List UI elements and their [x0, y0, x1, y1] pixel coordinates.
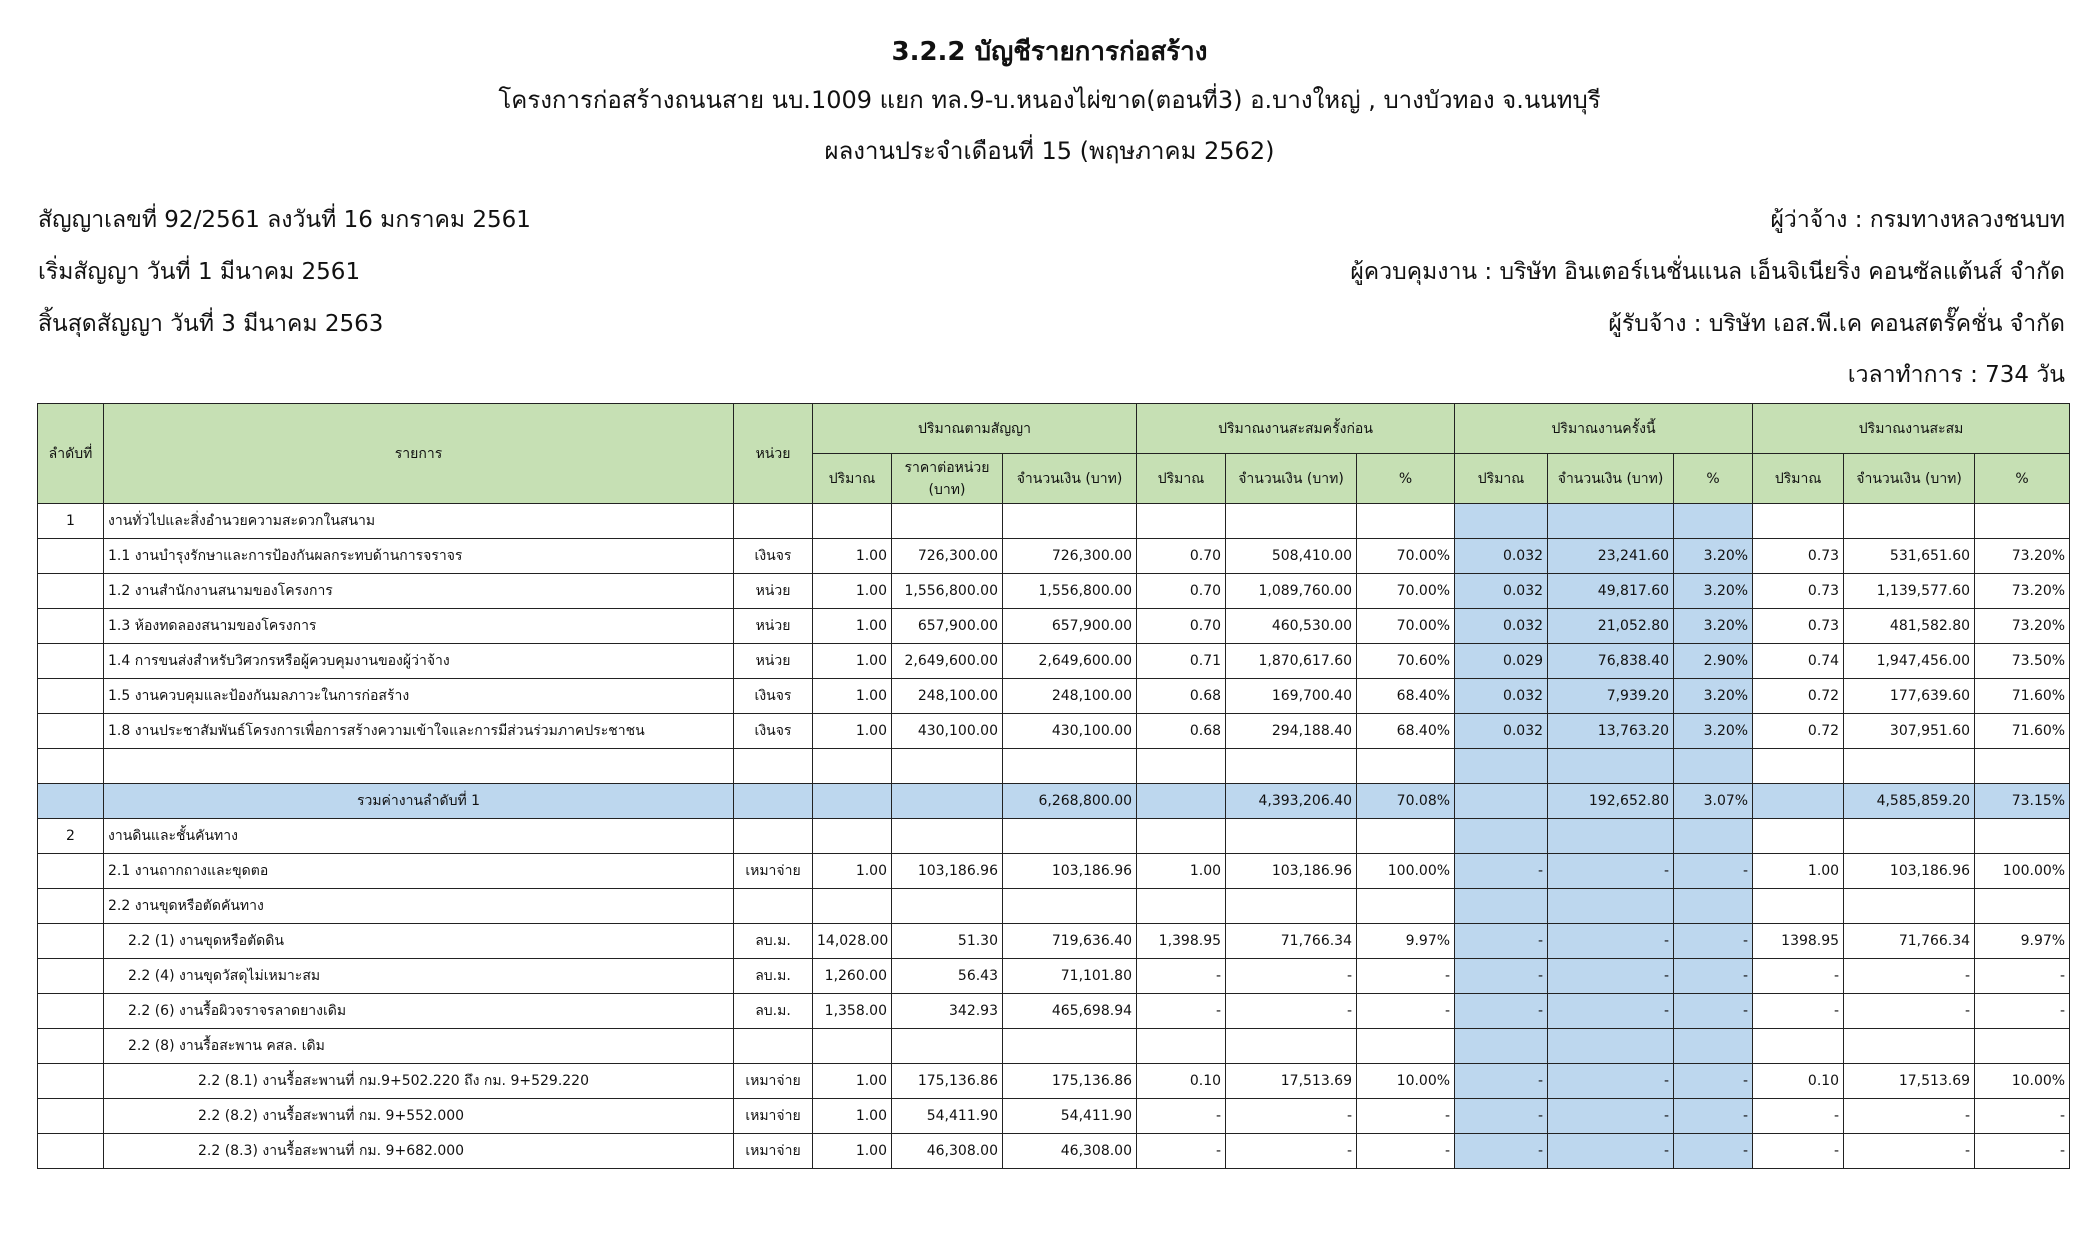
cell-cur-percent: - — [1674, 1099, 1753, 1134]
cell-cum-qty — [1753, 1029, 1844, 1064]
cell-cur-amount: - — [1548, 994, 1674, 1029]
blank-row — [38, 749, 2070, 784]
cell-cum-percent: 73.20% — [1975, 609, 2070, 644]
table-header — [38, 404, 2070, 504]
bill-of-quantities-table — [37, 403, 2070, 1169]
cell-cum-qty: 0.74 — [1753, 644, 1844, 679]
cell-unit: เงินจร — [734, 679, 813, 714]
item-description: 2.2 งานขุดหรือตัดคันทาง — [104, 889, 734, 924]
cell-cum-percent: 73.20% — [1975, 539, 2070, 574]
cell-cum-percent: 10.00% — [1975, 1064, 2070, 1099]
cell-prev-qty: 0.70 — [1137, 539, 1226, 574]
summary-label: รวมค่างานลำดับที่ 1 — [104, 784, 734, 819]
cell-unit: เหมาจ่าย — [734, 1099, 813, 1134]
contract-start: เริ่มสัญญา วันที่ 1 มีนาคม 2561 — [38, 259, 361, 285]
cell-prev-qty: - — [1137, 1099, 1226, 1134]
cell-unit-price: 56.43 — [892, 959, 1003, 994]
cell-cur-qty: 0.032 — [1455, 679, 1548, 714]
cell-cum-percent: - — [1975, 959, 2070, 994]
cell-cur-amount: 23,241.60 — [1548, 539, 1674, 574]
cell-unit-price: 1,556,800.00 — [892, 574, 1003, 609]
col-prev-qty: ปริมาณ — [1137, 454, 1226, 504]
cell-prev-amount — [1226, 1029, 1357, 1064]
cell-amount — [1003, 889, 1137, 924]
cell-cum-qty: 0.72 — [1753, 714, 1844, 749]
summary-prev-amount: 4,393,206.40 — [1226, 784, 1357, 819]
cell-cur-percent: - — [1674, 924, 1753, 959]
cell-cur-amount: 7,939.20 — [1548, 679, 1674, 714]
col-qty: ปริมาณ — [813, 454, 892, 504]
cell-prev-qty: 0.71 — [1137, 644, 1226, 679]
item-description: 2.2 (1) งานขุดหรือตัดดิน — [104, 924, 734, 959]
cell-qty: 1.00 — [813, 644, 892, 679]
cell-cur-qty: - — [1455, 1064, 1548, 1099]
cell-unit: ลบ.ม. — [734, 924, 813, 959]
cell-prev-qty: 1,398.95 — [1137, 924, 1226, 959]
cell-qty: 1,260.00 — [813, 959, 892, 994]
cell-cur-percent — [1674, 889, 1753, 924]
cell-cum-qty: 0.73 — [1753, 609, 1844, 644]
cell-qty: 1.00 — [813, 574, 892, 609]
cell-unit-price: 46,308.00 — [892, 1134, 1003, 1169]
cell-prev-percent: 9.97% — [1357, 924, 1455, 959]
cell-prev-amount: - — [1226, 1099, 1357, 1134]
cell-cum-amount — [1844, 889, 1975, 924]
cell-cum-amount: - — [1844, 959, 1975, 994]
cell-cur-percent: - — [1674, 1134, 1753, 1169]
cell-cur-percent: 3.20% — [1674, 714, 1753, 749]
cell-cum-amount: - — [1844, 994, 1975, 1029]
item-description: 1.2 งานสำนักงานสนามของโครงการ — [104, 574, 734, 609]
cell-qty: 1,358.00 — [813, 994, 892, 1029]
cell-cur-qty: 0.032 — [1455, 714, 1548, 749]
cell-prev-qty: 0.68 — [1137, 714, 1226, 749]
cell-cur-amount: - — [1548, 924, 1674, 959]
unit-price-label: ราคาต่อหน่วย — [904, 459, 990, 476]
contract-end: สิ้นสุดสัญญา วันที่ 3 มีนาคม 2563 — [38, 311, 384, 337]
cell-unit: เงินจร — [734, 714, 813, 749]
cell-cur-percent: - — [1674, 959, 1753, 994]
table-row — [38, 1134, 2070, 1169]
cell-cur-amount: - — [1548, 854, 1674, 889]
cell-cur-amount: - — [1548, 1064, 1674, 1099]
col-cur-percent: % — [1674, 454, 1753, 504]
cell-cum-amount: 177,639.60 — [1844, 679, 1975, 714]
cell-cum-qty: - — [1753, 1099, 1844, 1134]
cell-qty: 1.00 — [813, 1099, 892, 1134]
cell-cum-percent: - — [1975, 1099, 2070, 1134]
col-amount: จำนวนเงิน (บาท) — [1003, 454, 1137, 504]
cell-cur-amount — [1548, 889, 1674, 924]
cell-cum-percent — [1975, 889, 2070, 924]
table-body — [38, 504, 2070, 1169]
col-cum-amount: จำนวนเงิน (บาท) — [1844, 454, 1975, 504]
cell-cur-amount: - — [1548, 1134, 1674, 1169]
cell-cum-percent: - — [1975, 994, 2070, 1029]
cell-amount: 1,556,800.00 — [1003, 574, 1137, 609]
table-row — [38, 854, 2070, 889]
table-row — [38, 1064, 2070, 1099]
cell-unit-price: 248,100.00 — [892, 679, 1003, 714]
cell-cur-amount — [1548, 1029, 1674, 1064]
item-description: 2.2 (8.2) งานรื้อสะพานที่ กม. 9+552.000 — [104, 1099, 734, 1134]
report-period: ผลงานประจำเดือนที่ 15 (พฤษภาคม 2562) — [824, 137, 1275, 165]
cell-prev-percent: 70.00% — [1357, 539, 1455, 574]
cell-prev-amount: 169,700.40 — [1226, 679, 1357, 714]
cell-prev-qty — [1137, 889, 1226, 924]
cell-unit-price: 726,300.00 — [892, 539, 1003, 574]
cell-prev-percent: 100.00% — [1357, 854, 1455, 889]
cell-prev-amount: 294,188.40 — [1226, 714, 1357, 749]
cell-amount: 719,636.40 — [1003, 924, 1137, 959]
cell-prev-amount: 508,410.00 — [1226, 539, 1357, 574]
item-description: 1.1 งานบำรุงรักษาและการป้องกันผลกระทบด้านการจราจร — [104, 539, 734, 574]
table-row — [38, 1029, 2070, 1064]
cell-cum-percent: 73.20% — [1975, 574, 2070, 609]
cell-cum-qty: - — [1753, 994, 1844, 1029]
cell-amount: 726,300.00 — [1003, 539, 1137, 574]
work-duration: เวลาทำการ : 734 วัน — [1847, 362, 2065, 388]
table-row — [38, 889, 2070, 924]
cell-cum-qty: 0.10 — [1753, 1064, 1844, 1099]
cell-unit-price: 657,900.00 — [892, 609, 1003, 644]
cell-cur-qty: - — [1455, 959, 1548, 994]
project-name: โครงการก่อสร้างถนนสาย นบ.1009 แยก ทล.9-บ.หนองไผ่ขาด(ตอนที่3) อ.บางใหญ่ , บางบัวทอง จ.นนทบุรี — [498, 86, 1601, 114]
summary-row — [38, 784, 2070, 819]
cell-amount: 54,411.90 — [1003, 1099, 1137, 1134]
cell-cur-percent: 3.20% — [1674, 539, 1753, 574]
item-description: 1.3 ห้องทดลองสนามของโครงการ — [104, 609, 734, 644]
cell-cum-percent: 71.60% — [1975, 714, 2070, 749]
cell-cur-amount: 76,838.40 — [1548, 644, 1674, 679]
cell-amount: 46,308.00 — [1003, 1134, 1137, 1169]
contract-number: สัญญาเลขที่ 92/2561 ลงวันที่ 16 มกราคม 2561 — [38, 207, 531, 233]
cell-cur-amount: 21,052.80 — [1548, 609, 1674, 644]
cell-prev-amount — [1226, 889, 1357, 924]
cell-prev-qty: - — [1137, 959, 1226, 994]
cell-cum-qty: 0.73 — [1753, 539, 1844, 574]
col-unit-price — [892, 454, 1003, 504]
cell-unit: เงินจร — [734, 539, 813, 574]
cell-amount: 175,136.86 — [1003, 1064, 1137, 1099]
cell-prev-percent: 10.00% — [1357, 1064, 1455, 1099]
group-contract: ปริมาณตามสัญญา — [813, 404, 1137, 454]
cell-unit — [734, 1029, 813, 1064]
table-row — [38, 609, 2070, 644]
cell-prev-percent — [1357, 1029, 1455, 1064]
employer: ผู้ว่าจ้าง : กรมทางหลวงชนบท — [1770, 207, 2065, 233]
cell-cur-percent: 3.20% — [1674, 609, 1753, 644]
cell-unit — [734, 889, 813, 924]
group-current: ปริมาณงานครั้งนี้ — [1455, 404, 1753, 454]
cell-amount: 103,186.96 — [1003, 854, 1137, 889]
table-row — [38, 994, 2070, 1029]
section-title: งานทั่วไปและสิ่งอำนวยความสะดวกในสนาม — [104, 504, 734, 539]
cell-qty: 14,028.00 — [813, 924, 892, 959]
cell-prev-percent: - — [1357, 994, 1455, 1029]
col-prev-percent: % — [1357, 454, 1455, 504]
cell-cum-qty — [1753, 889, 1844, 924]
cell-unit: หน่วย — [734, 609, 813, 644]
cell-unit-price: 342.93 — [892, 994, 1003, 1029]
item-description: 1.8 งานประชาสัมพันธ์โครงการเพื่อการสร้างความเข้าใจและการมีส่วนร่วมภาคประชาชน — [104, 714, 734, 749]
cell-cur-percent: 2.90% — [1674, 644, 1753, 679]
cell-cur-qty: - — [1455, 1134, 1548, 1169]
cell-cur-qty: - — [1455, 924, 1548, 959]
cell-prev-amount: - — [1226, 959, 1357, 994]
cell-unit-price: 175,136.86 — [892, 1064, 1003, 1099]
col-item: รายการ — [104, 404, 734, 504]
summary-prev-percent: 70.08% — [1357, 784, 1455, 819]
cell-cur-percent: 3.20% — [1674, 679, 1753, 714]
cell-cur-qty: - — [1455, 854, 1548, 889]
cell-cum-percent: 9.97% — [1975, 924, 2070, 959]
cell-unit-price: 430,100.00 — [892, 714, 1003, 749]
cell-unit: หน่วย — [734, 574, 813, 609]
cell-unit-price: 2,649,600.00 — [892, 644, 1003, 679]
table-row — [38, 714, 2070, 749]
cell-cur-qty: 0.032 — [1455, 609, 1548, 644]
table-row — [38, 574, 2070, 609]
cell-cum-qty: 0.72 — [1753, 679, 1844, 714]
cell-cur-qty: - — [1455, 1099, 1548, 1134]
col-no: ลำดับที่ — [38, 404, 104, 504]
group-previous: ปริมาณงานสะสมครั้งก่อน — [1137, 404, 1455, 454]
table-row — [38, 1099, 2070, 1134]
table-row — [38, 644, 2070, 679]
summary-amount: 6,268,800.00 — [1003, 784, 1137, 819]
cell-amount: 430,100.00 — [1003, 714, 1137, 749]
cell-amount: 71,101.80 — [1003, 959, 1137, 994]
table-row — [38, 924, 2070, 959]
cell-cur-percent — [1674, 1029, 1753, 1064]
cell-prev-amount: - — [1226, 994, 1357, 1029]
section-no: 2 — [38, 819, 104, 854]
cell-prev-amount: 460,530.00 — [1226, 609, 1357, 644]
cell-cur-percent: 3.20% — [1674, 574, 1753, 609]
cell-cum-amount: 71,766.34 — [1844, 924, 1975, 959]
cell-qty: 1.00 — [813, 609, 892, 644]
cell-prev-amount: 1,089,760.00 — [1226, 574, 1357, 609]
summary-cum-percent: 73.15% — [1975, 784, 2070, 819]
col-cur-qty: ปริมาณ — [1455, 454, 1548, 504]
cell-cum-amount — [1844, 1029, 1975, 1064]
col-cum-percent: % — [1975, 454, 2070, 504]
cell-qty: 1.00 — [813, 714, 892, 749]
cell-cum-percent: 71.60% — [1975, 679, 2070, 714]
summary-cur-amount: 192,652.80 — [1548, 784, 1674, 819]
cell-unit: เหมาจ่าย — [734, 854, 813, 889]
item-description: 2.2 (8) งานรื้อสะพาน คสล. เดิม — [104, 1029, 734, 1064]
col-prev-amount: จำนวนเงิน (บาท) — [1226, 454, 1357, 504]
cell-prev-percent: 70.00% — [1357, 574, 1455, 609]
item-description: 2.2 (4) งานขุดวัสดุไม่เหมาะสม — [104, 959, 734, 994]
col-cum-qty: ปริมาณ — [1753, 454, 1844, 504]
cell-prev-amount: 103,186.96 — [1226, 854, 1357, 889]
cell-amount: 657,900.00 — [1003, 609, 1137, 644]
cell-cum-qty: - — [1753, 959, 1844, 994]
section-no: 1 — [38, 504, 104, 539]
cell-prev-percent: 70.00% — [1357, 609, 1455, 644]
item-description: 1.4 การขนส่งสำหรับวิศวกรหรือผู้ควบคุมงานของผู้ว่าจ้าง — [104, 644, 734, 679]
cell-cum-percent: 73.50% — [1975, 644, 2070, 679]
cell-prev-qty: - — [1137, 994, 1226, 1029]
cell-cur-percent: - — [1674, 1064, 1753, 1099]
unit-price-currency: (บาท) — [928, 481, 966, 498]
cell-cur-amount: 13,763.20 — [1548, 714, 1674, 749]
cell-unit: เหมาจ่าย — [734, 1064, 813, 1099]
cell-cum-amount: 17,513.69 — [1844, 1064, 1975, 1099]
cell-prev-percent: - — [1357, 1134, 1455, 1169]
cell-amount: 248,100.00 — [1003, 679, 1137, 714]
table-row — [38, 539, 2070, 574]
cell-cur-amount: - — [1548, 959, 1674, 994]
cell-prev-amount: 1,870,617.60 — [1226, 644, 1357, 679]
cell-unit: ลบ.ม. — [734, 959, 813, 994]
cell-amount: 2,649,600.00 — [1003, 644, 1137, 679]
cell-cum-percent — [1975, 1029, 2070, 1064]
report-title: 3.2.2 บัญชีรายการก่อสร้าง — [891, 37, 1208, 67]
cell-cur-percent: - — [1674, 994, 1753, 1029]
cell-unit: หน่วย — [734, 644, 813, 679]
cell-prev-amount: - — [1226, 1134, 1357, 1169]
cell-prev-percent: - — [1357, 959, 1455, 994]
cell-cur-qty: 0.029 — [1455, 644, 1548, 679]
cell-prev-amount: 17,513.69 — [1226, 1064, 1357, 1099]
table-row — [38, 959, 2070, 994]
cell-cum-amount: 1,139,577.60 — [1844, 574, 1975, 609]
cell-prev-qty — [1137, 1029, 1226, 1064]
cell-cur-qty — [1455, 889, 1548, 924]
cell-qty: 1.00 — [813, 854, 892, 889]
cell-unit: เหมาจ่าย — [734, 1134, 813, 1169]
table-row — [38, 679, 2070, 714]
item-description: 2.2 (8.1) งานรื้อสะพานที่ กม.9+502.220 ถึง กม. 9+529.220 — [104, 1064, 734, 1099]
cell-cur-qty: 0.032 — [1455, 539, 1548, 574]
cell-prev-percent: 68.40% — [1357, 679, 1455, 714]
cell-amount: 465,698.94 — [1003, 994, 1137, 1029]
cell-cum-amount: 481,582.80 — [1844, 609, 1975, 644]
cell-cur-amount: - — [1548, 1099, 1674, 1134]
cell-cum-amount: - — [1844, 1099, 1975, 1134]
section-title: งานดินและชั้นคันทาง — [104, 819, 734, 854]
section-row — [38, 819, 2070, 854]
col-unit: หน่วย — [734, 404, 813, 504]
cell-cum-percent: 100.00% — [1975, 854, 2070, 889]
cell-cum-amount: 1,947,456.00 — [1844, 644, 1975, 679]
cell-unit-price: 54,411.90 — [892, 1099, 1003, 1134]
cell-cum-qty: 0.73 — [1753, 574, 1844, 609]
cell-qty: 1.00 — [813, 539, 892, 574]
cell-cum-amount: - — [1844, 1134, 1975, 1169]
cell-cur-qty: 0.032 — [1455, 574, 1548, 609]
item-description: 1.5 งานควบคุมและป้องกันมลภาวะในการก่อสร้าง — [104, 679, 734, 714]
cell-cur-amount: 49,817.60 — [1548, 574, 1674, 609]
supervisor: ผู้ควบคุมงาน : บริษัท อินเตอร์เนชั่นแนล เอ็นจิเนียริ่ง คอนซัลแต้นส์ จำกัด — [1350, 259, 2065, 285]
cell-cum-qty: 1.00 — [1753, 854, 1844, 889]
cell-unit-price: 51.30 — [892, 924, 1003, 959]
cell-unit-price — [892, 889, 1003, 924]
col-cur-amount: จำนวนเงิน (บาท) — [1548, 454, 1674, 504]
cell-prev-percent: 70.60% — [1357, 644, 1455, 679]
item-description: 2.2 (8.3) งานรื้อสะพานที่ กม. 9+682.000 — [104, 1134, 734, 1169]
cell-amount — [1003, 1029, 1137, 1064]
cell-qty: 1.00 — [813, 1134, 892, 1169]
cell-prev-qty: - — [1137, 1134, 1226, 1169]
item-description: 2.1 งานถากถางและขุดตอ — [104, 854, 734, 889]
summary-cum-amount: 4,585,859.20 — [1844, 784, 1975, 819]
cell-prev-qty: 0.68 — [1137, 679, 1226, 714]
cell-cur-qty: - — [1455, 994, 1548, 1029]
cell-cur-percent: - — [1674, 854, 1753, 889]
cell-qty — [813, 1029, 892, 1064]
cell-cum-qty: 1398.95 — [1753, 924, 1844, 959]
cell-cum-amount: 103,186.96 — [1844, 854, 1975, 889]
contractor: ผู้รับจ้าง : บริษัท เอส.พี.เค คอนสตรั๊คชั่น จำกัด — [1608, 311, 2065, 337]
cell-prev-qty: 0.70 — [1137, 609, 1226, 644]
group-cumulative: ปริมาณงานสะสม — [1753, 404, 2070, 454]
cell-prev-percent: - — [1357, 1099, 1455, 1134]
cell-qty: 1.00 — [813, 1064, 892, 1099]
cell-cum-qty: - — [1753, 1134, 1844, 1169]
cell-cur-qty — [1455, 1029, 1548, 1064]
cell-qty: 1.00 — [813, 679, 892, 714]
cell-prev-qty: 0.70 — [1137, 574, 1226, 609]
cell-prev-qty: 0.10 — [1137, 1064, 1226, 1099]
summary-cur-percent: 3.07% — [1674, 784, 1753, 819]
cell-unit-price: 103,186.96 — [892, 854, 1003, 889]
cell-cum-amount: 307,951.60 — [1844, 714, 1975, 749]
cell-prev-qty: 1.00 — [1137, 854, 1226, 889]
cell-prev-amount: 71,766.34 — [1226, 924, 1357, 959]
cell-unit-price — [892, 1029, 1003, 1064]
cell-cum-amount: 531,651.60 — [1844, 539, 1975, 574]
cell-qty — [813, 889, 892, 924]
section-row — [38, 504, 2070, 539]
cell-cum-percent: - — [1975, 1134, 2070, 1169]
item-description: 2.2 (6) งานรื้อผิวจราจรลาดยางเดิม — [104, 994, 734, 1029]
report-header — [0, 30, 2099, 176]
cell-prev-percent — [1357, 889, 1455, 924]
cell-unit: ลบ.ม. — [734, 994, 813, 1029]
cell-prev-percent: 68.40% — [1357, 714, 1455, 749]
